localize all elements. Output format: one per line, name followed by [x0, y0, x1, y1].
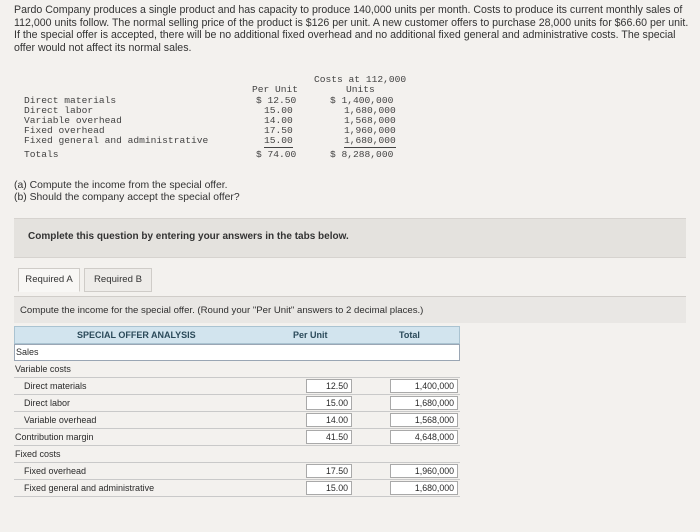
direct-labor-label: Direct labor	[24, 398, 71, 408]
fixed-ga-total-input[interactable]: 1,680,000	[390, 481, 458, 495]
cost-header-costs: Costs at 112,000	[314, 74, 407, 85]
sales-row[interactable]	[14, 344, 460, 361]
cost-header-per-unit: Per Unit	[252, 84, 299, 95]
cost-row-label: Direct labor	[24, 105, 94, 116]
variable-costs-label: Variable costs	[15, 364, 71, 374]
fixed-ga-row	[14, 480, 460, 497]
contribution-margin-per-unit-input[interactable]: 41.50	[306, 430, 352, 444]
sales-label: Sales	[16, 347, 39, 357]
variable-overhead-row	[14, 412, 460, 429]
instruction-text: Compute the income for the special offer. (Round your "Per Unit" answers to 2 decimal places.)	[20, 305, 424, 316]
contribution-margin-row	[14, 429, 460, 446]
direct-materials-label: Direct materials	[24, 381, 87, 391]
cost-row-cost: 1,680,000	[344, 105, 396, 116]
fixed-overhead-label: Fixed overhead	[24, 466, 87, 476]
banner-text: Complete this question by entering your answers in the tabs below.	[28, 231, 349, 242]
cost-row-label: Direct materials	[24, 95, 117, 106]
analysis-title: SPECIAL OFFER ANALYSIS	[77, 330, 196, 340]
cost-row-label: Fixed overhead	[24, 125, 105, 136]
cost-row-per-unit: 14.00	[264, 115, 293, 126]
analysis-header	[14, 326, 460, 344]
cost-row-cost: 1,568,000	[344, 115, 396, 126]
direct-materials-per-unit-input[interactable]: 12.50	[306, 379, 352, 393]
fixed-overhead-total-input[interactable]: 1,960,000	[390, 464, 458, 478]
cost-row-cost: 1,680,000	[344, 135, 396, 146]
cost-row-per-unit: $ 12.50	[256, 95, 297, 106]
question-a: (a) Compute the income from the special offer.	[14, 180, 228, 191]
direct-labor-total-input[interactable]: 1,680,000	[390, 396, 458, 410]
problem-statement: Pardo Company produces a single product and has capacity to produce 140,000 units per month. Costs to produce its current monthly sales of 112,000 units follow. The normal selling price of the product is $126 per unit. A new customer offers to purchase 28,000 units for $66.60 per unit. If the special offer is accepted, there will be no additional fixed overhead and no additional fixed general and administrative costs. The special offer would not affect its normal sales.	[14, 4, 689, 54]
cost-header-units: Units	[346, 84, 375, 95]
fixed-overhead-row	[14, 463, 460, 480]
instruction-bar	[14, 296, 686, 323]
cost-row-label: Variable overhead	[24, 115, 122, 126]
variable-overhead-per-unit-input[interactable]: 14.00	[306, 413, 352, 427]
tab-required-b[interactable]: Required B	[84, 268, 152, 292]
per-unit-header: Per Unit	[293, 330, 328, 340]
total-header: Total	[399, 330, 420, 340]
cost-row-cost: 1,960,000	[344, 125, 396, 136]
variable-overhead-label: Variable overhead	[24, 415, 97, 425]
cost-row-per-unit: 17.50	[264, 125, 293, 136]
cost-row-per-unit: 15.00	[264, 135, 293, 146]
fixed-costs-label: Fixed costs	[15, 449, 61, 459]
fixed-costs-row	[14, 446, 460, 463]
direct-materials-row	[14, 378, 460, 395]
fixed-overhead-per-unit-input[interactable]: 17.50	[306, 464, 352, 478]
cost-row-cost: $ 8,288,000	[330, 149, 394, 160]
cost-row-label: Fixed general and administrative	[24, 135, 209, 146]
contribution-margin-total-input[interactable]: 4,648,000	[390, 430, 458, 444]
tab-required-a[interactable]: Required A	[18, 268, 80, 292]
direct-labor-row	[14, 395, 460, 412]
variable-overhead-total-input[interactable]: 1,568,000	[390, 413, 458, 427]
fixed-ga-per-unit-input[interactable]: 15.00	[306, 481, 352, 495]
question-b: (b) Should the company accept the special offer?	[14, 192, 240, 203]
cost-row-label: Totals	[24, 149, 59, 160]
direct-materials-total-input[interactable]: 1,400,000	[390, 379, 458, 393]
instructions-banner	[14, 218, 686, 258]
questions	[14, 180, 240, 204]
variable-costs-row	[14, 361, 460, 378]
cost-row-per-unit: $ 74.00	[256, 149, 297, 160]
cost-row-cost: $ 1,400,000	[330, 95, 394, 106]
fixed-ga-label: Fixed general and administrative	[24, 483, 155, 493]
contribution-margin-label: Contribution margin	[15, 432, 94, 442]
cost-row-per-unit: 15.00	[264, 105, 293, 116]
direct-labor-per-unit-input[interactable]: 15.00	[306, 396, 352, 410]
